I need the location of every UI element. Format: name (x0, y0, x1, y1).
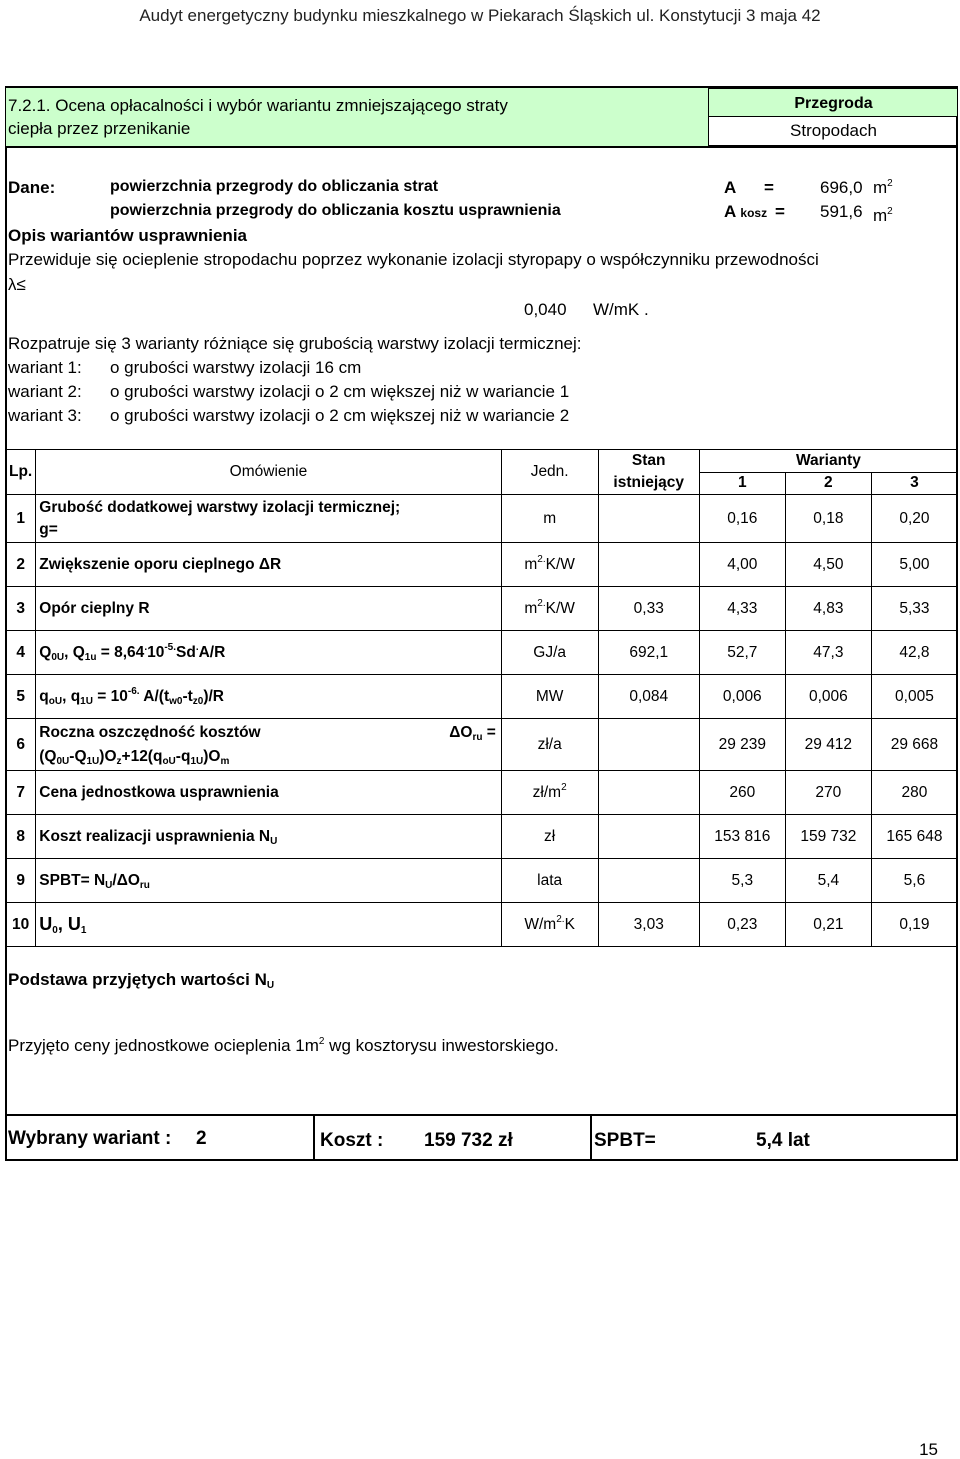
row-unit: m (501, 495, 598, 543)
wariant1-text: o grubości warstwy izolacji 16 cm (110, 358, 362, 377)
row-unit: $m^{2.}K/W$ (501, 587, 598, 631)
row-variant-1: 0,23 (699, 903, 785, 947)
divider (313, 1115, 315, 1160)
divider (590, 1115, 592, 1160)
row-variant-1: 4,00 (699, 543, 785, 587)
dane-row1-symbol: A (724, 178, 737, 197)
header-variant-1: 1 (699, 472, 785, 495)
przegroda-label: Przegroda (794, 95, 873, 112)
row-variant-3: 280 (871, 771, 957, 815)
row-variant-2: 29 412 (785, 719, 871, 771)
dane-row2-eq: = (775, 202, 785, 221)
row-description: $U_0$, $U_1$ (36, 903, 501, 947)
section-title: 7.2.1. Ocena opłacalności i wybór wariantu zmniejszającego straty ciepła przez przenikanie (8, 96, 508, 138)
row-variant-3: 0,19 (871, 903, 957, 947)
row-unit: $W/m^{2.}K$ (501, 903, 598, 947)
row-variant-2: 0,006 (785, 675, 871, 719)
row-variant-1: 0,006 (699, 675, 785, 719)
wariant3-text: o grubości warstwy izolacji o 2 cm większej niż w wariancie 2 (110, 406, 570, 425)
row-number: 5 (6, 675, 36, 719)
row-variant-2: 5,4 (785, 859, 871, 903)
row-variant-3: 0,20 (871, 495, 957, 543)
row-stan: 3,03 (598, 903, 699, 947)
row-variant-2: 0,21 (785, 903, 871, 947)
header-warianty: Warianty (699, 450, 957, 473)
spbt-value: 5,4 lat (756, 1130, 810, 1151)
przegroda-value: Stropodach (790, 121, 877, 140)
opis-lambda: λ≤ (8, 275, 26, 294)
row-variant-3: 42,8 (871, 631, 957, 675)
row-variant-2: 47,3 (785, 631, 871, 675)
dane-row2-unit: $m^2$ (873, 206, 893, 225)
row-variant-1: 5,3 (699, 859, 785, 903)
row-description: Roczna oszczędność kosztów $\Delta O_{ru}$ = $(Q_{0U}-Q_{1U})O_z+12(q_{oU}-q_{1U})O_m$ (36, 719, 501, 771)
opis-title: Opis wariantów usprawnienia (8, 226, 247, 245)
opis-line1: Przewiduje się ocieplenie stropodachu poprzez wykonanie izolacji styropapy o współczynniku przewodności (8, 250, 819, 269)
row-stan (598, 719, 699, 771)
row-variant-2: 159 732 (785, 815, 871, 859)
row-variant-2: 0,18 (785, 495, 871, 543)
row-variant-3: 5,6 (871, 859, 957, 903)
row-number: 7 (6, 771, 36, 815)
row-description: Grubość dodatkowej warstwy izolacji termicznej; g= (36, 495, 501, 543)
row-variant-3: 29 668 (871, 719, 957, 771)
row-number: 9 (6, 859, 36, 903)
row-variant-3: 5,33 (871, 587, 957, 631)
table-row (6, 859, 958, 903)
row-number: 1 (6, 495, 36, 543)
row-variant-1: 29 239 (699, 719, 785, 771)
table-row (6, 815, 958, 859)
koszt-value: 159 732 zł (424, 1130, 513, 1151)
row-number: 6 (6, 719, 36, 771)
wariant1-label: wariant 1: (8, 358, 82, 377)
dane-label: Dane: (8, 178, 56, 197)
table-row (6, 495, 958, 543)
dane-row2-value: 591,6 (820, 202, 863, 221)
table-row (6, 675, 958, 719)
row-variant-2: 4,83 (785, 587, 871, 631)
row-description: Koszt realizacji usprawnienia $N_U$ (36, 815, 501, 859)
row-number: 10 (6, 903, 36, 947)
header-variant-3: 3 (871, 472, 957, 495)
row-description: Cena jednostkowa usprawnienia (36, 771, 501, 815)
spbt-label: SPBT= (594, 1130, 656, 1151)
row-stan: 0,33 (598, 587, 699, 631)
row-variant-2: 4,50 (785, 543, 871, 587)
dane-row1-unit: $m^2$ (873, 178, 893, 197)
przegroda-box (708, 88, 958, 146)
row-number: 3 (6, 587, 36, 631)
koszt-label: Koszt : (320, 1130, 384, 1151)
row-number: 8 (6, 815, 36, 859)
row-variant-1: 153 816 (699, 815, 785, 859)
table-row (6, 543, 958, 587)
document-header: Audyt energetyczny budynku mieszkalnego w Piekarach Śląskich ul. Konstytucji 3 maja 42 (139, 6, 821, 25)
row-unit: zł (501, 815, 598, 859)
divider (5, 1114, 958, 1116)
header-stan: Stan istniejący (598, 450, 699, 495)
wybrany-value: 2 (196, 1128, 207, 1149)
dane-row2-symbol: A kosz (724, 202, 768, 221)
divider (5, 146, 958, 148)
row-description: SPBT= $N_U/\Delta O_{ru}$ (36, 859, 501, 903)
row-variant-3: 0,005 (871, 675, 957, 719)
row-unit: GJ/a (501, 631, 598, 675)
row-unit: $zł/m^2$ (501, 771, 598, 815)
row-variant-1: 52,7 (699, 631, 785, 675)
row-stan (598, 771, 699, 815)
row-stan: 0,084 (598, 675, 699, 719)
variants-table (5, 449, 958, 947)
row-stan (598, 495, 699, 543)
row-unit: MW (501, 675, 598, 719)
wybrany-label: Wybrany wariant : (8, 1128, 172, 1149)
divider (708, 116, 958, 117)
row-variant-1: 0,16 (699, 495, 785, 543)
dane-row1-desc: powierzchnia przegrody do obliczania strat (110, 178, 439, 195)
row-stan (598, 543, 699, 587)
opis-lambda-value: 0,040 (524, 300, 567, 319)
table-row (6, 587, 958, 631)
row-variant-1: 260 (699, 771, 785, 815)
row-unit: lata (501, 859, 598, 903)
wariant2-label: wariant 2: (8, 382, 82, 401)
row-variant-3: 165 648 (871, 815, 957, 859)
row-description: $q_{oU}$, $q_{1U} = 10^{-6.}$ $A/(t_{w0}-t_{z0})/R$ (36, 675, 501, 719)
opis-line3: Rozpatruje się 3 warianty różniące się grubością warstwy izolacji termicznej: (8, 334, 582, 353)
row-number: 4 (6, 631, 36, 675)
row-variant-1: 4,33 (699, 587, 785, 631)
wariant2-text: o grubości warstwy izolacji o 2 cm większej niż w wariancie 1 (110, 382, 570, 401)
opis-lambda-unit: W/mK . (593, 300, 649, 319)
row-unit: zł/a (501, 719, 598, 771)
podstawa-text: Przyjęto ceny jednostkowe ocieplenia $1m^2$ wg kosztorysu inwestorskiego. (8, 1036, 559, 1055)
header-jedn: Jedn. (501, 450, 598, 495)
row-variant-2: 270 (785, 771, 871, 815)
table-row (6, 719, 958, 771)
row-number: 2 (6, 543, 36, 587)
dane-row1-eq: = (764, 178, 774, 197)
header-variant-2: 2 (785, 472, 871, 495)
row-stan: 692,1 (598, 631, 699, 675)
row-unit: $m^{2.}K/W$ (501, 543, 598, 587)
row-stan (598, 815, 699, 859)
table-row (6, 631, 958, 675)
podstawa-title: Podstawa przyjętych wartości $N_U$ (8, 970, 275, 991)
table-row (6, 903, 958, 947)
row-description: $Q_{0U}$, $Q_{1u} = 8,64^.10^{-5.}Sd^.A/R$ (36, 631, 501, 675)
row-variant-3: 5,00 (871, 543, 957, 587)
page-number: 15 (919, 1440, 938, 1459)
row-stan (598, 859, 699, 903)
header-lp: Lp. (6, 450, 36, 495)
wariant3-label: wariant 3: (8, 406, 82, 425)
row-description: Zwiększenie oporu cieplnego ΔR (36, 543, 501, 587)
header-omowienie: Omówienie (36, 450, 501, 495)
dane-row1-value: 696,0 (820, 178, 863, 197)
table-row (6, 771, 958, 815)
dane-row2-desc: powierzchnia przegrody do obliczania kosztu usprawnienia (110, 202, 561, 219)
row-description: Opór cieplny R (36, 587, 501, 631)
